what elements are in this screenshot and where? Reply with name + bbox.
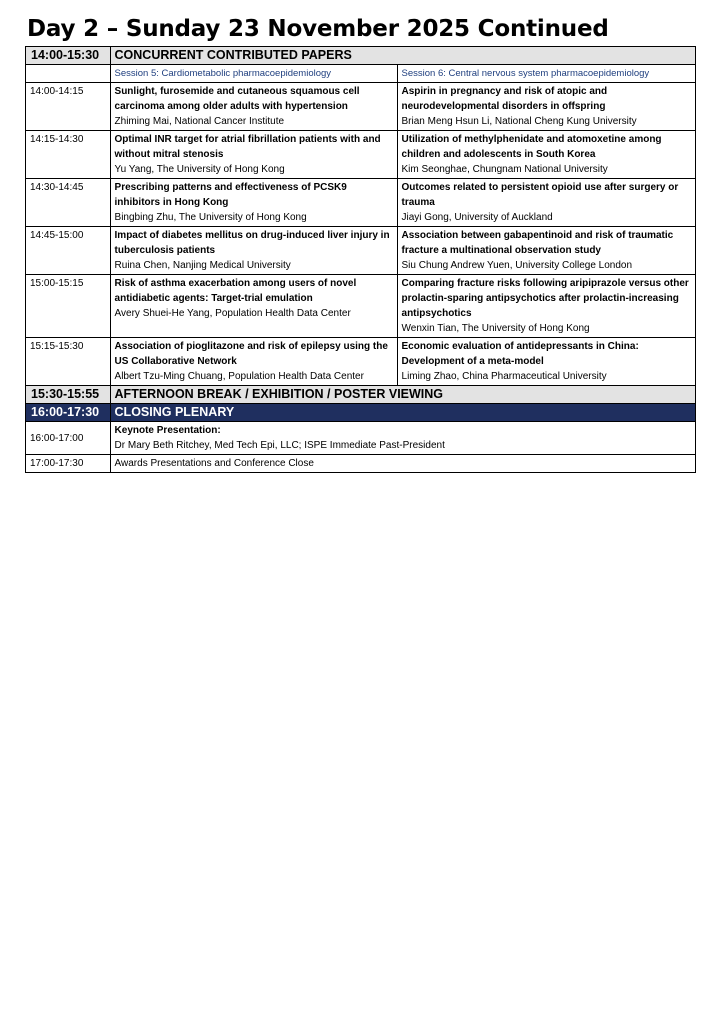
talk-title: Sunlight, furosemide and cutaneous squamous cell carcinoma among older adults with hypertension	[114, 86, 360, 112]
table-row	[26, 338, 696, 386]
session-6-talk	[397, 179, 695, 227]
session-6-talk	[397, 227, 695, 275]
talk-speaker: Wenxin Tian, The University of Hong Kong	[401, 323, 590, 334]
session-6-talk	[397, 131, 695, 179]
talk-speaker: Siu Chung Andrew Yuen, University College London	[401, 260, 633, 271]
table-row	[26, 83, 696, 131]
talk-title: Optimal INR target for atrial fibrillation patients with and without mitral stenosis	[114, 134, 381, 160]
session-6-talk	[397, 83, 695, 131]
keynote-row	[26, 422, 696, 455]
program-table	[25, 46, 696, 473]
session-6-talk	[397, 338, 695, 386]
session-5-talk	[110, 227, 397, 275]
talk-title: Association of pioglitazone and risk of epilepsy using the US Collaborative Network	[114, 341, 388, 367]
talk-title: Risk of asthma exacerbation among users of novel antidiabetic agents: Target-trial emulation	[114, 278, 357, 304]
plenary-row	[26, 404, 696, 422]
concurrent-time: 14:00-15:30	[26, 47, 111, 65]
table-row	[26, 275, 696, 338]
talk-speaker: Bingbing Zhu, The University of Hong Kong	[114, 212, 307, 223]
concurrent-label: CONCURRENT CONTRIBUTED PAPERS	[110, 47, 695, 65]
session-6-talk	[397, 275, 695, 338]
talk-speaker: Brian Meng Hsun Li, National Cheng Kung University	[401, 116, 637, 127]
talk-title: Aspirin in pregnancy and risk of atopic and neurodevelopmental disorders in offspring	[401, 86, 608, 112]
keynote-cell	[110, 422, 695, 455]
table-row	[26, 227, 696, 275]
talk-title: Economic evaluation of antidepressants in China: Development of a meta-model	[401, 341, 639, 367]
talk-title: Association between gabapentinoid and risk of traumatic fracture a multinational observation study	[401, 230, 674, 256]
session-5-talk	[110, 83, 397, 131]
slot-time: 14:00-14:15	[26, 83, 111, 131]
session-6-header: Session 6: Central nervous system pharmacoepidemiology	[397, 65, 695, 83]
session-header-row	[26, 65, 696, 83]
slot-time: 14:45-15:00	[26, 227, 111, 275]
session-5-talk	[110, 131, 397, 179]
keynote-speaker: Dr Mary Beth Ritchey, Med Tech Epi, LLC; ISPE Immediate Past-President	[114, 440, 445, 451]
awards-label: Awards Presentations and Conference Close	[110, 455, 695, 473]
awards-row	[26, 455, 696, 473]
break-label: AFTERNOON BREAK / EXHIBITION / POSTER VIEWING	[110, 386, 695, 404]
talk-speaker: Liming Zhao, China Pharmaceutical University	[401, 371, 607, 382]
session-5-talk	[110, 338, 397, 386]
session-header-blank	[26, 65, 111, 83]
break-time: 15:30-15:55	[26, 386, 111, 404]
plenary-label: CLOSING PLENARY	[110, 404, 695, 422]
talk-speaker: Ruina Chen, Nanjing Medical University	[114, 260, 291, 271]
slot-time: 14:15-14:30	[26, 131, 111, 179]
talk-title: Utilization of methylphenidate and atomoxetine among children and adolescents in South Korea	[401, 134, 662, 160]
awards-time: 17:00-17:30	[26, 455, 111, 473]
table-row	[26, 131, 696, 179]
talk-speaker: Avery Shuei-He Yang, Population Health Data Center	[114, 308, 351, 319]
session-5-talk	[110, 179, 397, 227]
table-row	[26, 179, 696, 227]
talk-title: Outcomes related to persistent opioid use after surgery or trauma	[401, 182, 679, 208]
keynote-label: Keynote Presentation:	[114, 425, 221, 436]
slot-time: 15:00-15:15	[26, 275, 111, 338]
talk-speaker: Albert Tzu-Ming Chuang, Population Health Data Center	[114, 371, 364, 382]
page-title: Day 2 – Sunday 23 November 2025 Continued	[27, 16, 609, 42]
plenary-time: 16:00-17:30	[26, 404, 111, 422]
concurrent-header-row	[26, 47, 696, 65]
session-5-talk	[110, 275, 397, 338]
session-5-header: Session 5: Cardiometabolic pharmacoepidemiology	[110, 65, 397, 83]
talk-title: Impact of diabetes mellitus on drug-induced liver injury in tuberculosis patients	[114, 230, 390, 256]
slot-time: 15:15-15:30	[26, 338, 111, 386]
talk-speaker: Jiayi Gong, University of Auckland	[401, 212, 553, 223]
talk-title: Prescribing patterns and effectiveness of PCSK9 inhibitors in Hong Kong	[114, 182, 347, 208]
talk-speaker: Zhiming Mai, National Cancer Institute	[114, 116, 285, 127]
break-row	[26, 386, 696, 404]
slot-time: 14:30-14:45	[26, 179, 111, 227]
talk-title: Comparing fracture risks following aripiprazole versus other prolactin-sparing antipsychotics after prolactin-increasing antipsychotics	[401, 278, 689, 319]
talk-speaker: Yu Yang, The University of Hong Kong	[114, 164, 285, 175]
keynote-time: 16:00-17:00	[26, 422, 111, 455]
talk-speaker: Kim Seonghae, Chungnam National University	[401, 164, 608, 175]
